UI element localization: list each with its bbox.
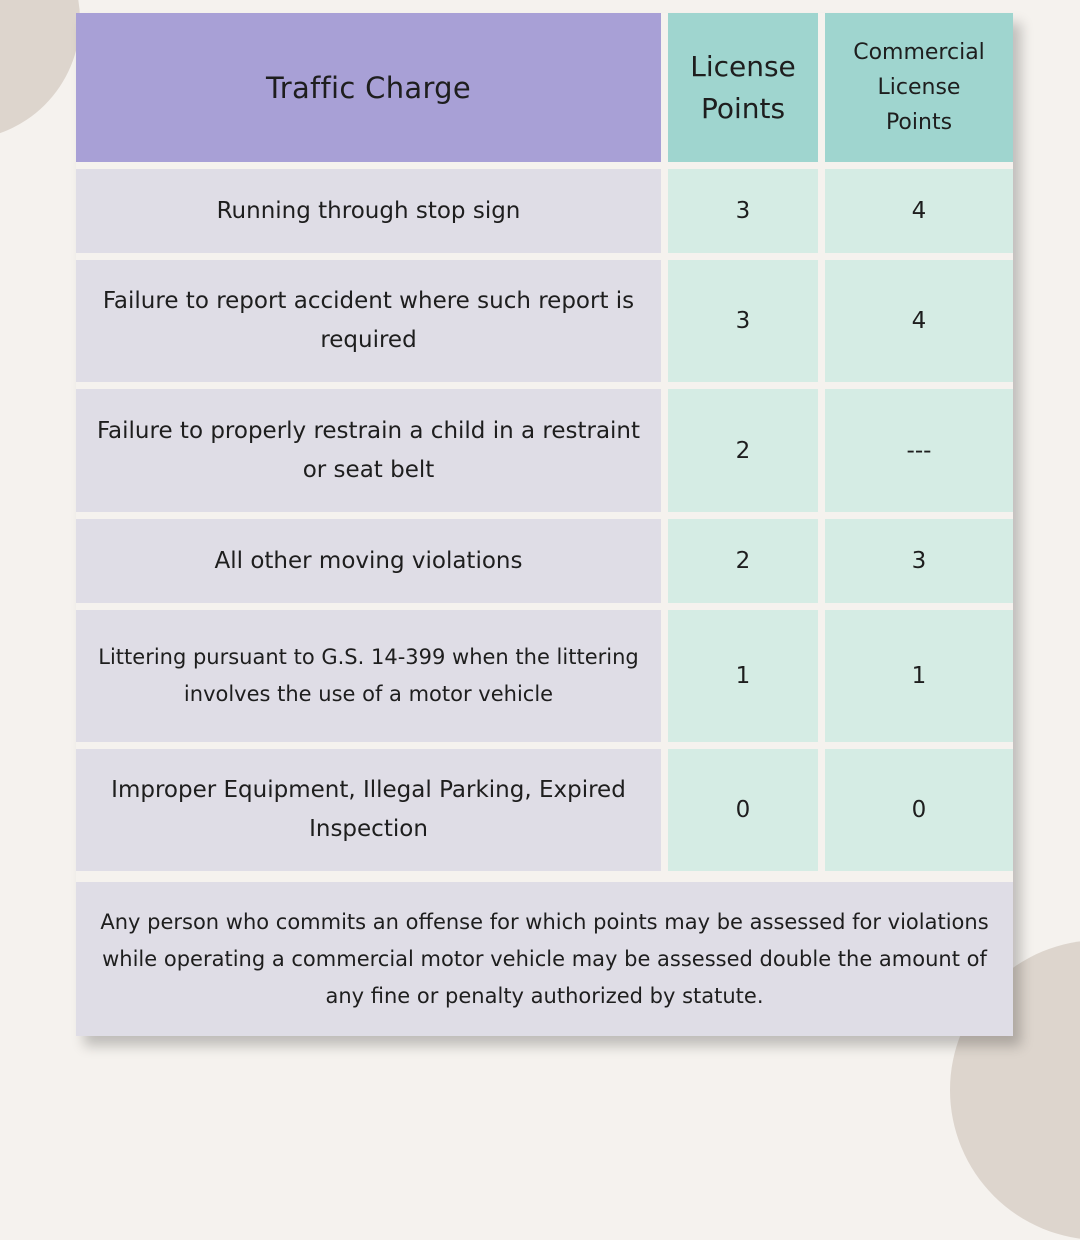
- row-3-charge: Failure to properly restrain a child in a restraint or seat belt: [76, 389, 661, 512]
- commercial-vehicle-footnote: Any person who commits an offense for which points may be assessed for violations while operating a commercial motor vehicle may be assessed double the amount of any fine or penalty authorized by statute.: [76, 882, 1013, 1036]
- row-5-commercial-points: 1: [825, 610, 1013, 742]
- header-traffic-charge: Traffic Charge: [76, 13, 661, 162]
- decorative-blob-top: [0, 0, 80, 140]
- row-4-commercial-points: 3: [825, 519, 1013, 603]
- row-6-commercial-points: 0: [825, 749, 1013, 871]
- row-4-license-points: 2: [668, 519, 818, 603]
- row-5-license-points: 1: [668, 610, 818, 742]
- row-2-license-points: 3: [668, 260, 818, 382]
- row-1-license-points: 3: [668, 169, 818, 253]
- row-4-charge: All other moving violations: [76, 519, 661, 603]
- row-1-charge: Running through stop sign: [76, 169, 661, 253]
- header-license-points: License Points: [668, 13, 818, 162]
- points-table-card: [76, 13, 1013, 1036]
- row-3-license-points: 2: [668, 389, 818, 512]
- row-6-license-points: 0: [668, 749, 818, 871]
- row-3-commercial-points: ---: [825, 389, 1013, 512]
- row-5-charge: Littering pursuant to G.S. 14-399 when the littering involves the use of a motor vehicle: [76, 610, 661, 742]
- header-commercial-license-points: Commercial License Points: [825, 13, 1013, 162]
- row-6-charge: Improper Equipment, Illegal Parking, Expired Inspection: [76, 749, 661, 871]
- row-1-commercial-points: 4: [825, 169, 1013, 253]
- row-2-charge: Failure to report accident where such report is required: [76, 260, 661, 382]
- row-2-commercial-points: 4: [825, 260, 1013, 382]
- points-table: [76, 13, 1013, 875]
